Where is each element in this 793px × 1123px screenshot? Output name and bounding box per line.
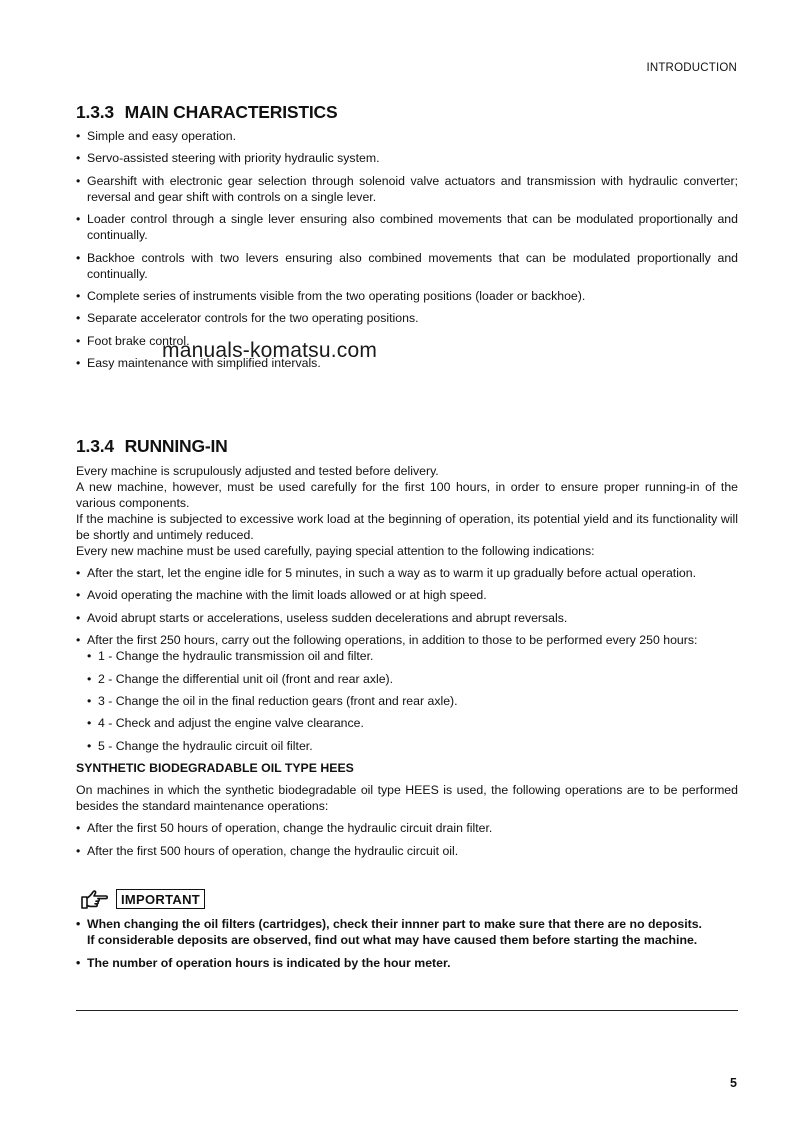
running-header: INTRODUCTION — [646, 62, 737, 74]
important-item: • The number of operation hours is indicated by the hour meter. — [76, 955, 738, 971]
step-item: • 2 - Change the differential unit oil (front and rear axle). — [87, 671, 738, 687]
list-item: • Gearshift with electronic gear selection through solenoid valve actuators and transmission with hydraulic converter; reversal and gear shift with controls on a single lever. — [76, 173, 738, 205]
divider — [76, 1010, 738, 1011]
paragraph: If the machine is subjected to excessive work load at the beginning of operation, its potential yield and its functionality will be shortly and untimely reduced. — [76, 512, 738, 542]
list-item: • After the first 500 hours of operation, change the hydraulic circuit oil. — [76, 843, 738, 859]
list-item-after-250-hours — [76, 632, 738, 754]
step-item: • 3 - Change the oil in the final reduction gears (front and rear axle). — [87, 693, 738, 709]
list-item: • Foot brake control. — [76, 333, 738, 349]
list-item: • Easy maintenance with simplified intervals. — [76, 355, 738, 371]
important-text: • When changing the oil filters (cartridges), check their innner part to make sure that there are no deposits. — [87, 917, 702, 931]
paragraph: Every new machine must be used carefully, paying special attention to the following indications: — [76, 544, 595, 558]
paragraph: Every machine is scrupulously adjusted and tested before delivery. — [76, 464, 439, 478]
pointing-hand-icon — [80, 888, 110, 910]
list-item: • Backhoe controls with two levers ensuring also combined movements that can be modulated proportionally and continually. — [76, 250, 738, 282]
subheading-synthetic-oil: SYNTHETIC BIODEGRADABLE OIL TYPE HEES — [76, 761, 354, 776]
list-item: • Servo-assisted steering with priority hydraulic system. — [76, 150, 738, 166]
list-item: • After the first 50 hours of operation, change the hydraulic circuit drain filter. — [76, 820, 738, 836]
step-item: • 5 - Change the hydraulic circuit oil filter. — [87, 738, 738, 754]
list-item: • Avoid operating the machine with the limit loads allowed or at high speed. — [76, 587, 738, 603]
step-item: • 4 - Check and adjust the engine valve clearance. — [87, 715, 738, 731]
after-250-steps — [87, 648, 738, 754]
list-item: • Avoid abrupt starts or accelerations, useless sudden decelerations and abrupt reversals. — [76, 610, 738, 626]
page-number: 5 — [730, 1076, 737, 1090]
section-title-running-in — [76, 436, 228, 457]
section-number: 1.3.4 — [76, 436, 114, 456]
list-item: • Loader control through a single lever ensuring also combined movements that can be modulated proportionally and continually. — [76, 211, 738, 243]
section-heading: MAIN CHARACTERISTICS — [124, 102, 338, 122]
list-item: • Complete series of instruments visible from the two operating positions (loader or backhoe). — [76, 288, 738, 304]
list-item: • After the start, let the engine idle for 5 minutes, in such a way as to warm it up gradually before actual operation. — [76, 565, 738, 581]
step-item: • 1 - Change the hydraulic transmission oil and filter. — [87, 648, 738, 664]
section-title-main-characteristics — [76, 102, 337, 123]
paragraph: On machines in which the synthetic biodegradable oil type HEES is used, the following operations are to be performed besides the standard maintenance operations: — [76, 783, 738, 814]
after-250-intro: • After the first 250 hours, carry out the following operations, in addition to those to be performed every 250 hours: — [87, 633, 698, 648]
important-notes — [76, 916, 738, 977]
paragraph: A new machine, however, must be used carefully for the first 100 hours, in order to ensure proper running-in of the various components. — [76, 480, 738, 510]
running-in-body — [76, 463, 738, 865]
important-label: IMPORTANT — [116, 889, 205, 909]
important-text: If considerable deposits are observed, find out what may have caused them before starting the machine. — [87, 933, 698, 947]
main-characteristics-list — [76, 128, 738, 378]
watermark: manuals-komatsu.com — [162, 339, 378, 362]
section-number: 1.3.3 — [76, 102, 114, 122]
important-callout — [80, 888, 205, 910]
list-item: • Separate accelerator controls for the two operating positions. — [76, 310, 738, 326]
section-heading: RUNNING-IN — [124, 436, 228, 456]
important-item — [76, 916, 738, 948]
list-item: • Simple and easy operation. — [76, 128, 738, 144]
